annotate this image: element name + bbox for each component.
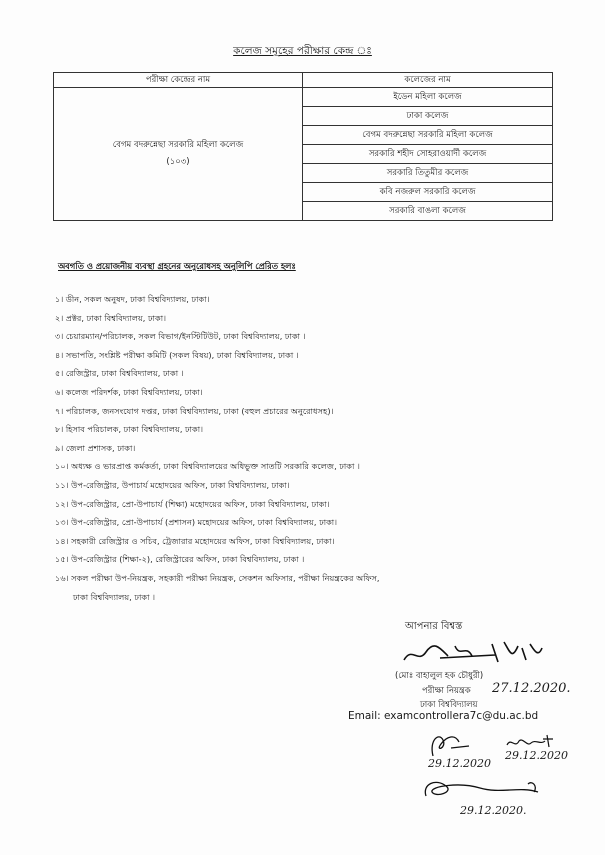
list-item-continuation: ঢাকা বিশ্ববিদ্যালয়, ঢাকা । — [73, 591, 156, 602]
header-college: কলেজের নাম — [303, 73, 553, 88]
list-item: ১০। অধ্যক্ষ ও ভারপ্রাপ্ত কর্মকর্তা, ঢাকা বিশ্ববিদ্যালয়ের অধিভুক্ত সাতটি সরকারি কলেজ, ঢাকা । — [55, 461, 360, 472]
closing-text: আপনার বিশ্বস্ত — [405, 621, 463, 632]
list-item: ৬। কলেজ পরিদর্শক, ঢাকা বিশ্ববিদ্যালয়, ঢাকা। — [55, 386, 203, 397]
controller-signature — [400, 638, 550, 668]
college-cell: ইডেন মহিলা কলেজ — [303, 88, 553, 107]
list-item: ১। ডীন, সকল অনুষদ, ঢাকা বিশ্ববিদ্যালয়, ঢাকা। — [55, 294, 210, 304]
list-item: ১৬। সকল পরীক্ষা উপ-নিয়ন্ত্রক, সহকারী পরীক্ষা নিয়ন্ত্রক, সেকশন অফিসার, পরীক্ষা নিয়ন্ত্রকের অফিস, — [55, 572, 380, 583]
list-item: ২। প্রক্টর, ঢাকা বিশ্ববিদ্যালয়, ঢাকা। — [55, 312, 167, 323]
list-item: ১২। উপ-রেজিস্ট্রার, প্রো-উপাচার্য (শিক্ষা) মহোদয়ের অফিস, ঢাকা বিশ্ববিদ্যালয়, ঢাকা। — [55, 498, 330, 509]
list-item: ৪। সভাপতি, সংশ্লিষ্ট পরীক্ষা কমিটি (সকল বিষয়), ঢাকা বিশ্ববিদ্যালয়, ঢাকা । — [55, 349, 299, 360]
list-item: ৭। পরিচালক, জনসংযোগ দপ্তর, ঢাকা বিশ্ববিদ্যালয়, ঢাকা (বহুল প্রচারের অনুরোধসহ)। — [55, 405, 334, 416]
list-item: ৮। হিসাব পরিচালক, ঢাকা বিশ্ববিদ্যালয়, ঢাকা। — [55, 424, 204, 435]
college-cell: সরকারি তিতুমীর কলেজ — [303, 164, 553, 183]
section-heading: কলেজ সমূহের পরীক্ষার কেন্দ্র ঃ — [233, 45, 372, 57]
contact-email: Email: examcontrollera7c@du.ac.bd — [348, 710, 539, 722]
initial-date-left: 29.12.2020 — [428, 757, 491, 770]
copy-heading: অবগতি ও প্রয়োজনীয় ব্যবস্থা গ্রহনের অনুরোধসহ অনুলিপি প্রেরিত হলঃ — [58, 261, 296, 271]
initial-signature-left — [425, 730, 475, 760]
college-cell: বেগম বদরুন্নেছা সরকারি মহিলা কলেজ — [303, 126, 553, 145]
list-item: ৩। চেয়ারম্যান/পরিচালক, সকল বিভাগ/ইনস্টিটিউট, ঢাকা বিশ্ববিদ্যালয়, ঢাকা । — [55, 331, 306, 342]
bottom-signature — [420, 776, 555, 806]
center-cell — [54, 88, 303, 221]
center-code: (১০৩) — [166, 157, 190, 167]
exam-center-table — [53, 72, 553, 221]
list-item: ১৫। উপ-রেজিস্ট্রার (শিক্ষা-২), রেজিস্ট্রারের অফিস, ঢাকা বিশ্ববিদ্যালয়, ঢাকা । — [55, 554, 305, 565]
initial-date-right: 29.12.2020 — [505, 749, 568, 762]
list-item: ১১। উপ-রেজিস্ট্রার, উপাচার্য মহোদয়ের অফিস, ঢাকা বিশ্ববিদ্যালয়, ঢাকা। — [55, 479, 290, 490]
signatory-name: (মোঃ বাহালুল হক চৌধুরী) — [395, 670, 484, 680]
college-cell: সরকারি বাঙলা কলেজ — [303, 202, 553, 221]
college-cell: কবি নজরুল সরকারি কলেজ — [303, 183, 553, 202]
college-cell: সরকারি শহীদ সোহরাওয়ার্দী কলেজ — [303, 145, 553, 164]
header-center: পরীক্ষা কেন্দ্রের নাম — [54, 73, 303, 88]
college-cell: ঢাকা কলেজ — [303, 107, 553, 126]
signatory-office: ঢাকা বিশ্ববিদ্যালয় — [420, 699, 478, 709]
signatory-title: পরীক্ষা নিয়ন্ত্রক — [422, 685, 471, 695]
list-item: ৫। রেজিস্ট্রার, ঢাকা বিশ্ববিদ্যালয়, ঢাকা । — [55, 368, 184, 379]
list-item: ১৩। উপ-রেজিস্ট্রার, প্রো-উপাচার্য (প্রশাসন) মহোদয়ের অফিস, ঢাকা বিশ্ববিদ্যালয়, ঢাকা। — [55, 517, 338, 528]
distribution-list — [55, 290, 535, 606]
list-item: ১৪। সহকারী রেজিস্ট্রার ও সচিব, ট্রেজারার মহোদয়ের অফিস, ঢাকা বিশ্ববিদ্যালয়, ঢাকা। — [55, 535, 335, 546]
bottom-date: 29.12.2020. — [460, 804, 527, 817]
center-name: বেগম বদরুন্নেছা সরকারি মহিলা কলেজ — [112, 140, 244, 150]
signature-date: 27.12.2020. — [492, 681, 571, 696]
list-item: ৯। জেলা প্রশাসক, ঢাকা। — [55, 442, 136, 453]
